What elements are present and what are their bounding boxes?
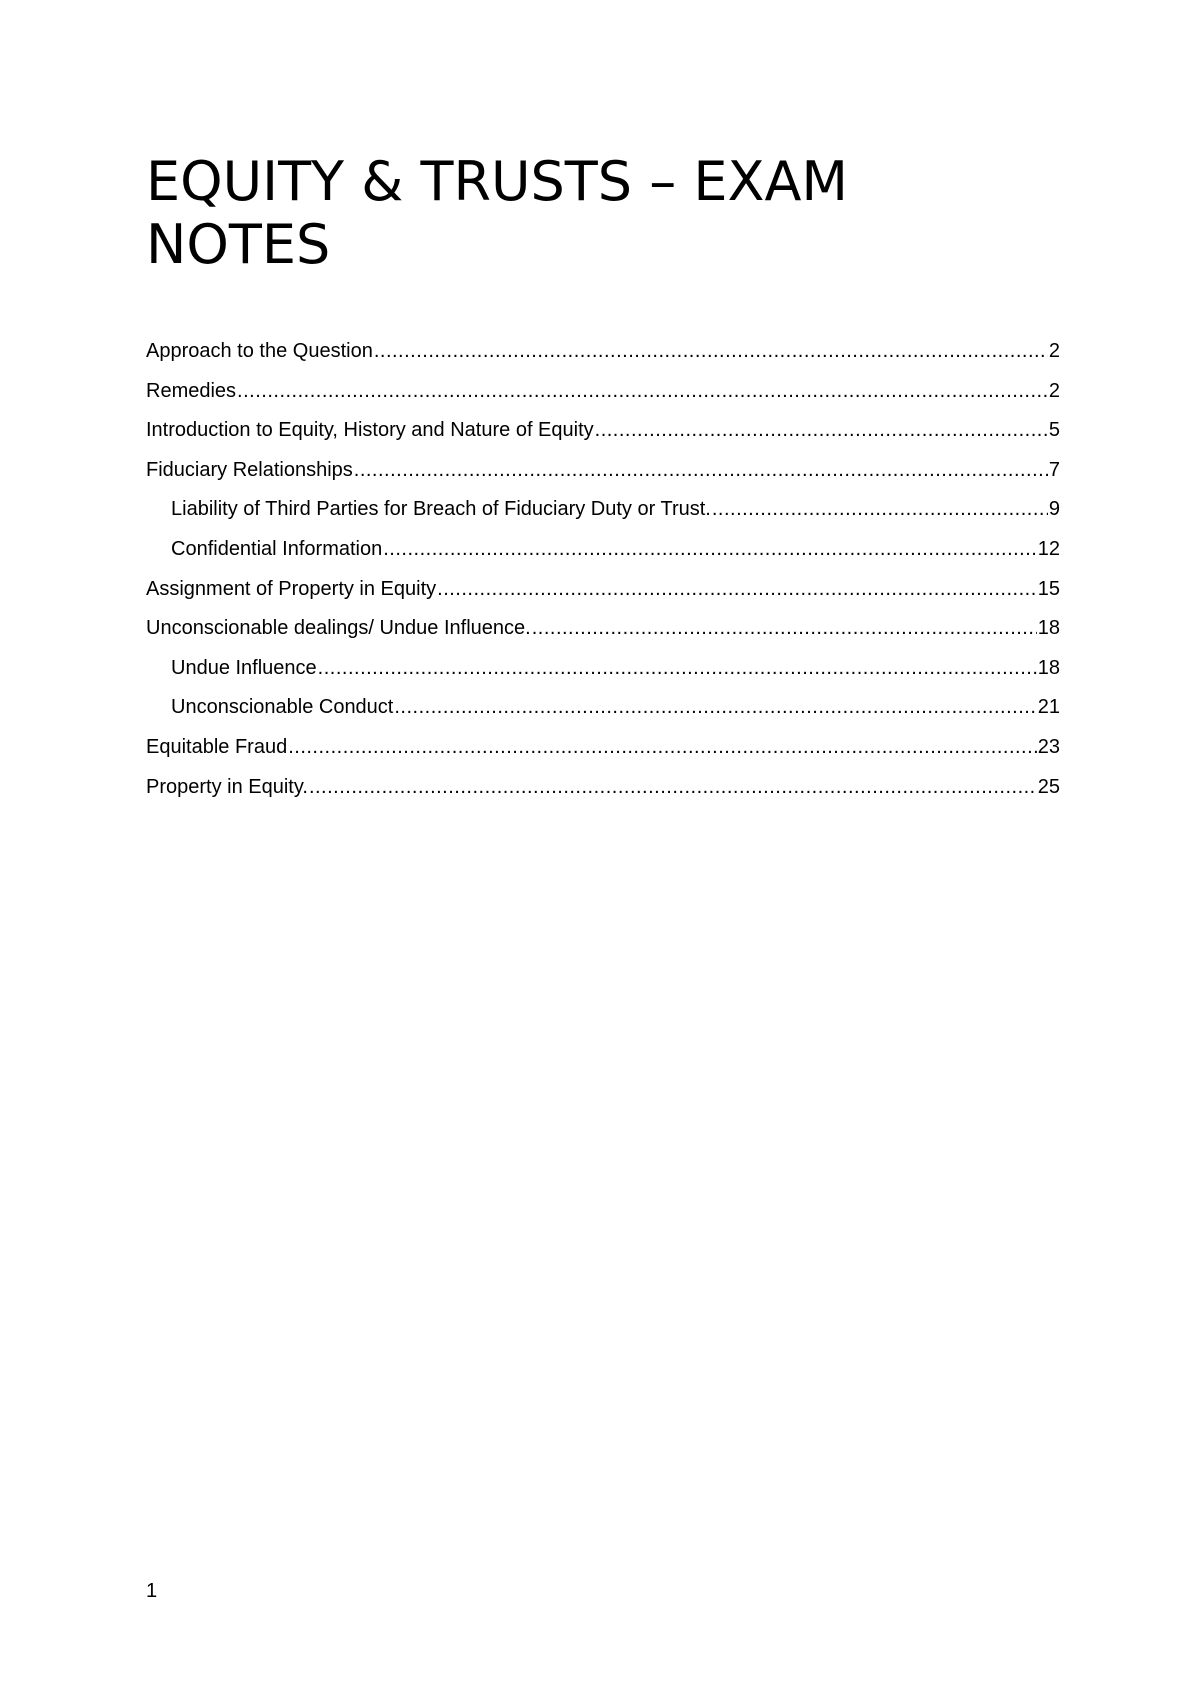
toc-dot-leader bbox=[374, 338, 1048, 364]
toc-entry[interactable] bbox=[146, 338, 1060, 378]
toc-dot-leader bbox=[288, 734, 1037, 760]
toc-dot-leader bbox=[237, 378, 1048, 404]
toc-entry-page[interactable]: 12 bbox=[1037, 537, 1060, 560]
toc-entry[interactable] bbox=[146, 378, 1060, 418]
toc-entry[interactable] bbox=[146, 457, 1060, 497]
toc-entry-page[interactable]: 2 bbox=[1048, 340, 1060, 362]
toc-dot-leader bbox=[437, 576, 1037, 602]
toc-dot-leader bbox=[712, 496, 1048, 522]
toc-entry-page[interactable]: 18 bbox=[1037, 617, 1060, 640]
toc-entry-label[interactable]: Undue Influence bbox=[171, 656, 317, 679]
toc-dot-leader bbox=[383, 536, 1037, 562]
toc-subentry[interactable] bbox=[146, 694, 1060, 734]
toc-entry-page[interactable]: 23 bbox=[1037, 735, 1060, 758]
toc-entry-label[interactable]: Unconscionable dealings/ Undue Influence. bbox=[146, 617, 531, 640]
toc-entry-label[interactable]: Approach to the Question bbox=[146, 340, 373, 362]
toc-entry-page[interactable]: 7 bbox=[1048, 458, 1060, 481]
toc-entry[interactable] bbox=[146, 417, 1060, 457]
toc-entry-label[interactable]: Liability of Third Parties for Breach of Fiduciary Duty or Trust. bbox=[171, 498, 711, 521]
toc-dot-leader bbox=[309, 774, 1037, 800]
toc-entry-label[interactable]: Introduction to Equity, History and Nature of Equity bbox=[146, 419, 594, 442]
toc-entry-page[interactable]: 18 bbox=[1037, 656, 1060, 679]
document-title: EQUITY & TRUSTS – EXAM NOTES bbox=[146, 150, 849, 276]
toc-entry-label[interactable]: Confidential Information bbox=[171, 537, 383, 560]
toc-subentry[interactable] bbox=[146, 496, 1060, 536]
toc-subentry[interactable] bbox=[146, 655, 1060, 695]
toc-entry-label[interactable]: Unconscionable Conduct bbox=[171, 696, 394, 719]
table-of-contents bbox=[146, 338, 1060, 813]
toc-subentry[interactable] bbox=[146, 536, 1060, 576]
toc-entry-label[interactable]: Fiduciary Relationships bbox=[146, 458, 353, 481]
toc-dot-leader bbox=[595, 417, 1048, 443]
toc-entry-page[interactable]: 9 bbox=[1048, 498, 1060, 521]
toc-entry-label[interactable]: Property in Equity. bbox=[146, 775, 308, 798]
toc-entry-page[interactable]: 25 bbox=[1037, 775, 1060, 798]
toc-entry-label[interactable]: Equitable Fraud bbox=[146, 735, 288, 758]
toc-entry[interactable] bbox=[146, 576, 1060, 616]
toc-entry-label[interactable]: Remedies bbox=[146, 379, 237, 402]
toc-entry-page[interactable]: 2 bbox=[1048, 379, 1060, 402]
toc-entry-page[interactable]: 21 bbox=[1037, 696, 1060, 719]
toc-dot-leader bbox=[354, 457, 1048, 483]
toc-dot-leader bbox=[532, 615, 1037, 641]
toc-entry-page[interactable]: 15 bbox=[1037, 577, 1060, 600]
page-number: 1 bbox=[146, 1580, 158, 1602]
toc-entry-page[interactable]: 5 bbox=[1048, 419, 1060, 442]
toc-entry-label[interactable]: Assignment of Property in Equity bbox=[146, 577, 437, 600]
toc-entry[interactable] bbox=[146, 734, 1060, 774]
toc-entry[interactable] bbox=[146, 615, 1060, 655]
toc-entry[interactable] bbox=[146, 774, 1060, 814]
toc-dot-leader bbox=[394, 694, 1036, 720]
toc-dot-leader bbox=[318, 655, 1037, 681]
